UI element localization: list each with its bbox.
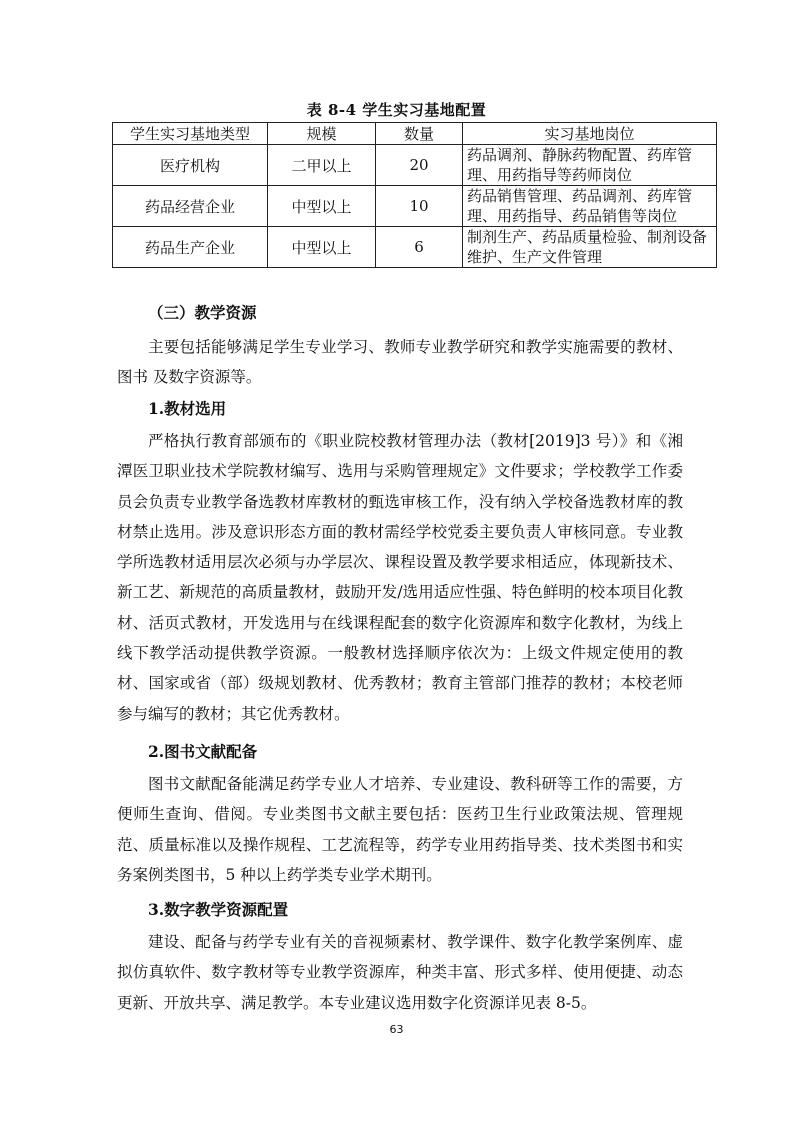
- cell-scale: 中型以上: [268, 186, 376, 227]
- subsection-heading-digital: 3.数字教学资源配置: [148, 900, 289, 919]
- cell-scale: 二甲以上: [268, 145, 376, 186]
- table-row: [113, 227, 717, 268]
- cell-positions: 制剂生产、药品质量检验、制剂设备维护、生产文件管理: [463, 227, 717, 268]
- table-title: 表 8-4 学生实习基地配置: [306, 101, 487, 119]
- cell-count: 10: [376, 186, 463, 227]
- library-paragraph: 图书文献配备能满足药学专业人才培养、专业建设、教科研等工作的需要，方便师生查询、借阅。专业类图书文献主要包括：医药卫生行业政策法规、管理规范、质量标准以及操作规程、工艺流程等，药学专业用药指导类、技术类图书和实务案例类图书，5 种以上药学类专业学术期刊。: [117, 775, 683, 884]
- cell-count: 20: [376, 145, 463, 186]
- digital-resources-paragraph: 建设、配备与药学专业有关的音视频素材、教学课件、数字化教学案例库、虚拟仿真软件、数字教材等专业教学资源库，种类丰富、形式多样、使用便捷、动态更新、开放共享、满足教学。本专业建议选用数字化资源详见表 8-5。: [117, 933, 683, 1012]
- column-header-scale: 规模: [268, 123, 376, 145]
- textbook-selection-paragraph: 严格执行教育部颁布的《职业院校教材管理办法（教材[2019]3 号）》和《湘潭医卫职业技术学院教材编写、选用与采购管理规定》文件要求；学校教学工作委员会负责专业教学备选教材库教材的甄选审核工作，没有纳入学校备选教材库的教材禁止选用。涉及意识形态方面的教材需经学校党委主要负责人审核同意。专业教学所选教材适用层次必须与办学层次、课程设置及教学要求相适应，体现新技术、新工艺、新规范的高质量教材，鼓励开发/选用适应性强、特色鲜明的校本项目化教材、活页式教材，开发选用与在线课程配套的数字化资源库和数字化教材，为线上线下教学活动提供教学资源。一般教材选择顺序依次为：上级文件规定使用的教材、国家或省（部）级规划教材、优秀教材；教育主管部门推荐的教材；本校老师参与编写的教材；其它优秀教材。: [117, 432, 683, 723]
- subsection-heading-library: 2.图书文献配备: [148, 742, 258, 761]
- cell-type: 药品生产企业: [113, 227, 268, 268]
- subsection-heading-textbooks: 1.教材选用: [148, 399, 227, 418]
- cell-positions: 药品调剂、静脉药物配置、药库管理、用药指导等药师岗位: [463, 145, 717, 186]
- column-header-count: 数量: [376, 123, 463, 145]
- section-heading: （三）教学资源: [148, 303, 257, 322]
- cell-count: 6: [376, 227, 463, 268]
- cell-scale: 中型以上: [268, 227, 376, 268]
- column-header-positions: 实习基地岗位: [463, 123, 717, 145]
- table-row: [113, 145, 717, 186]
- table-row: [113, 186, 717, 227]
- page-number: 63: [389, 1023, 404, 1036]
- table-header-row: [113, 123, 717, 145]
- column-header-type: 学生实习基地类型: [113, 123, 268, 145]
- cell-positions: 药品销售管理、药品调剂、药库管理、用药指导、药品销售等岗位: [463, 186, 717, 227]
- internship-base-table: [112, 122, 717, 268]
- section-intro-paragraph: 主要包括能够满足学生专业学习、教师专业教学研究和教学实施需要的教材、图书 及数字资源等。: [117, 338, 683, 387]
- cell-type: 药品经营企业: [113, 186, 268, 227]
- cell-type: 医疗机构: [113, 145, 268, 186]
